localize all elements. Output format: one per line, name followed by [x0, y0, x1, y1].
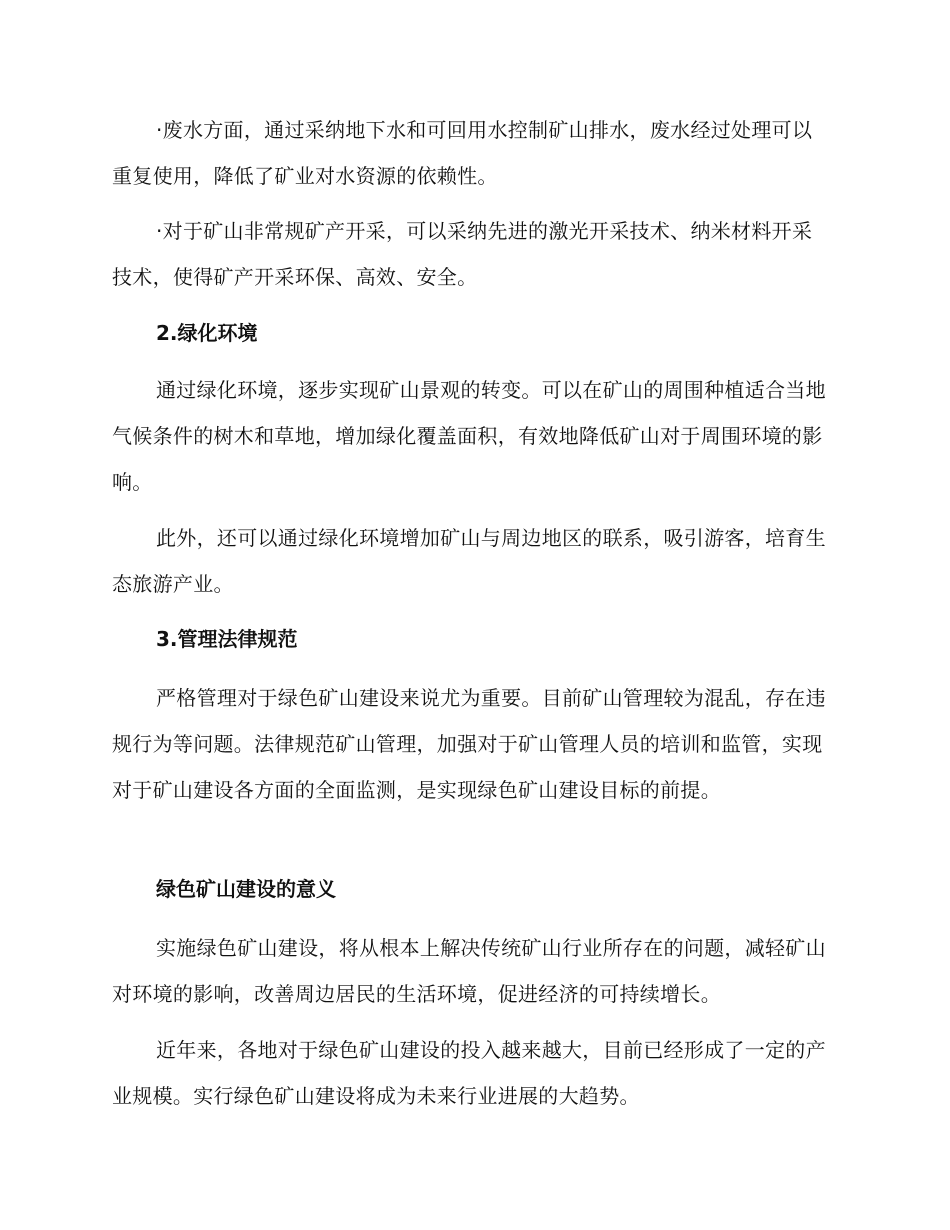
- paragraph-eco-tourism: 此外，还可以通过绿化环境增加矿山与周边地区的联系，吸引游客，培育生态旅游产业。: [112, 526, 826, 596]
- paragraph-wastewater: ·废水方面，通过采纳地下水和可回用水控制矿山排水，废水经过处理可以重复使用，降低了矿业对水资源的依赖性。: [112, 118, 813, 188]
- section-heading-greening: 2.绿化环境: [156, 321, 258, 345]
- paragraph-significance: 实施绿色矿山建设，将从根本上解决传统矿山行业所存在的问题，减轻矿山对环境的影响，改善周边居民的生活环境，促进经济的可持续增长。: [112, 936, 826, 1006]
- section-heading-significance: 绿色矿山建设的意义: [156, 877, 336, 901]
- paragraph-greening-environment: 通过绿化环境，逐步实现矿山景观的转变。可以在矿山的周围种植适合当地气候条件的树木和草地，增加绿化覆盖面积，有效地降低矿山对于周围环境的影响。: [112, 378, 826, 494]
- paragraph-management: 严格管理对于绿色矿山建设来说尤为重要。目前矿山管理较为混乱，存在违规行为等问题。法律规范矿山管理，加强对于矿山管理人员的培训和监管，实现对于矿山建设各方面的全面监测，是实现绿色矿山建设目标的前提。: [112, 686, 826, 802]
- paragraph-unconventional-mining: ·对于矿山非常规矿产开采，可以采纳先进的激光开采技术、纳米材料开采技术，使得矿产开采环保、高效、安全。: [112, 219, 813, 289]
- section-heading-management: 3.管理法律规范: [156, 627, 298, 651]
- paragraph-industry-trend: 近年来，各地对于绿色矿山建设的投入越来越大，目前已经形成了一定的产业规模。实行绿色矿山建设将成为未来行业进展的大趋势。: [112, 1038, 826, 1108]
